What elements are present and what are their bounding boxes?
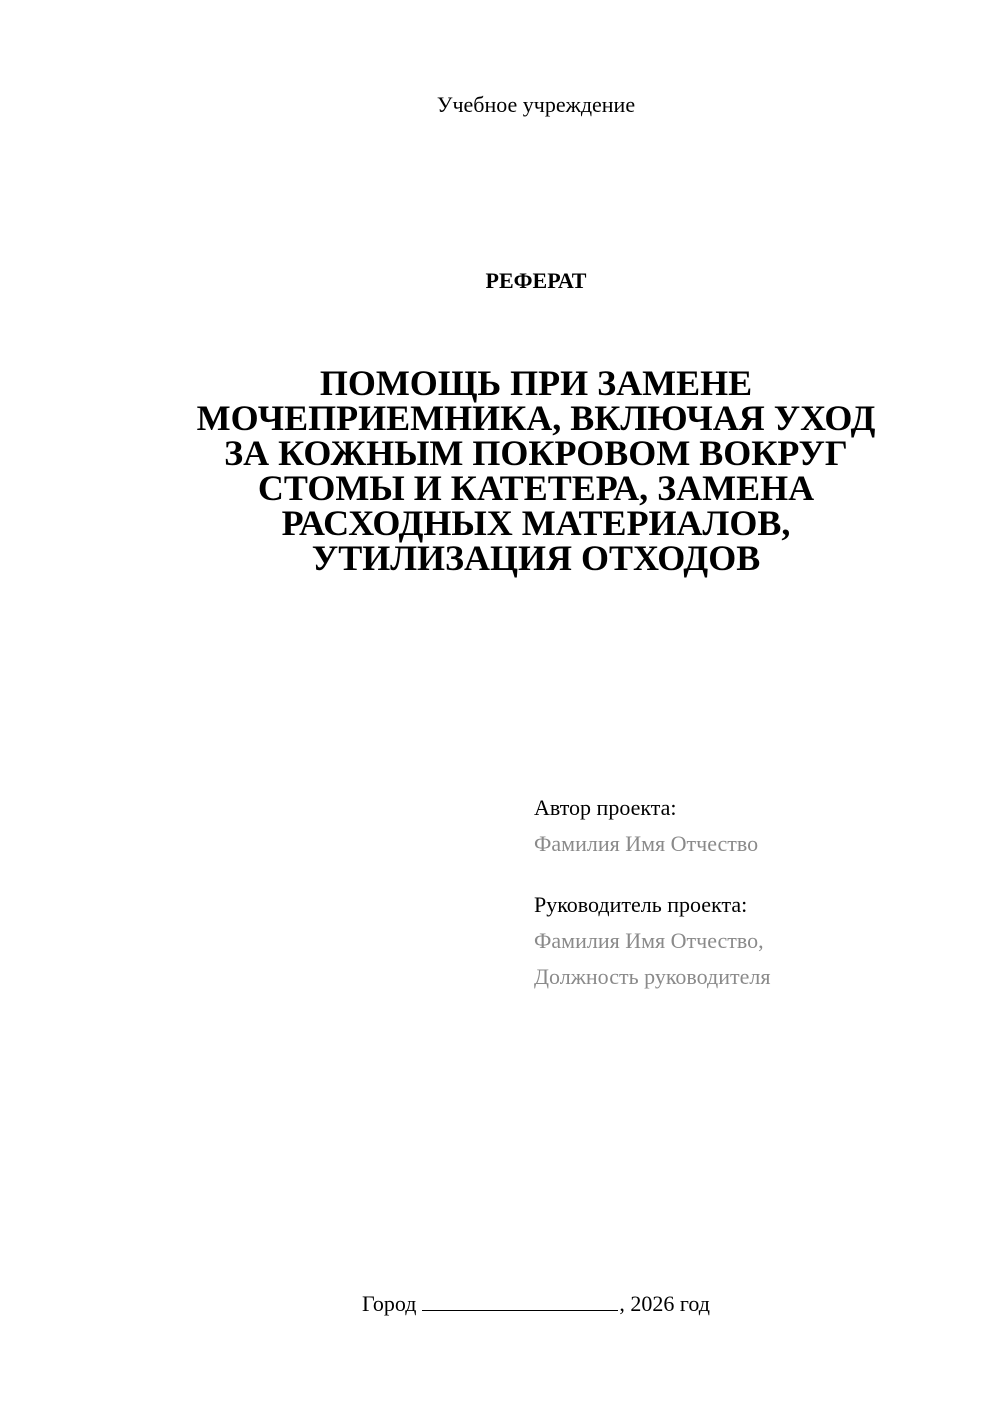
title-line: МОЧЕПРИЕМНИКА, ВКЛЮЧАЯ УХОД bbox=[196, 398, 876, 438]
year-text: , 2026 год bbox=[619, 1291, 710, 1316]
title-line: УТИЛИЗАЦИЯ ОТХОДОВ bbox=[311, 538, 761, 578]
author-label: Автор проекта: bbox=[534, 795, 677, 820]
title-line: РАСХОДНЫХ МАТЕРИАЛОВ, bbox=[281, 503, 791, 543]
city-label: Город bbox=[362, 1291, 417, 1316]
authors-block bbox=[534, 790, 974, 995]
title-line: ЗА КОЖНЫМ ПОКРОВОМ ВОКРУГ bbox=[224, 433, 848, 473]
spacer bbox=[534, 862, 974, 887]
supervisor-label: Руководитель проекта: bbox=[534, 892, 748, 917]
document-title bbox=[150, 363, 922, 578]
author-name-placeholder: Фамилия Имя Отчество bbox=[534, 831, 759, 856]
supervisor-name-placeholder: Фамилия Имя Отчество, bbox=[534, 928, 764, 953]
document-type: РЕФЕРАТ bbox=[485, 268, 587, 293]
institution-name: Учебное учреждение bbox=[436, 92, 636, 117]
supervisor-position-placeholder: Должность руководителя bbox=[534, 964, 771, 989]
title-line: СТОМЫ И КАТЕТЕРА, ЗАМЕНА bbox=[257, 468, 815, 508]
city-blank-line bbox=[422, 1290, 618, 1311]
title-line: ПОМОЩЬ ПРИ ЗАМЕНЕ bbox=[319, 363, 753, 403]
footer-city-year bbox=[0, 1290, 1000, 1317]
